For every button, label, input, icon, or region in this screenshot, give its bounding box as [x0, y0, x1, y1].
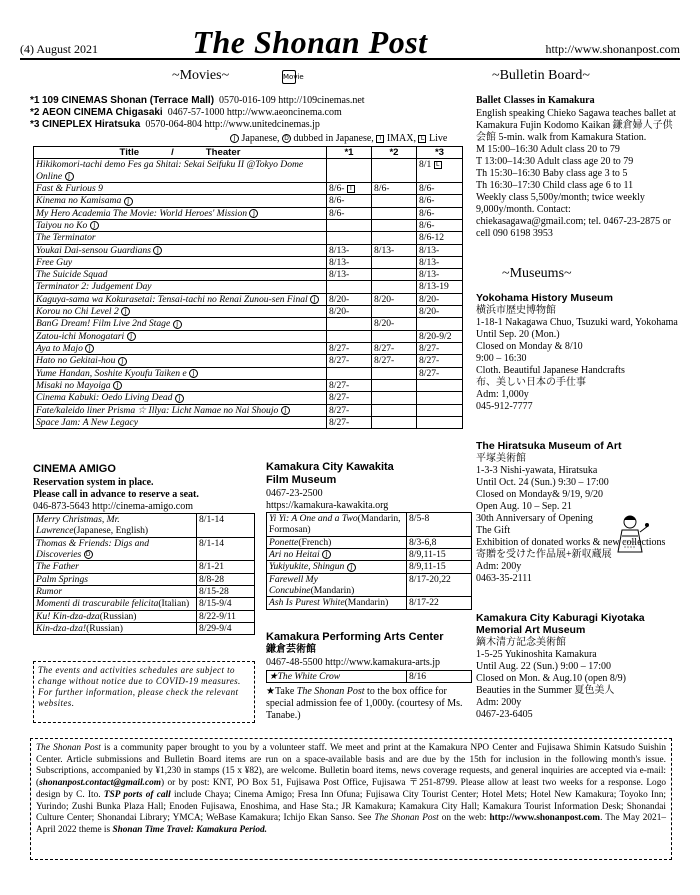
table-row — [34, 159, 463, 183]
kawakita-schedule-table — [266, 512, 472, 610]
imax-mark-icon: I — [376, 135, 384, 143]
kpac-japanese-name: 鎌倉芸術館 — [266, 644, 316, 655]
showing-dates — [417, 379, 463, 391]
japanese-mark-icon: J — [230, 134, 239, 143]
issue-date: (4) August 2021 — [20, 42, 98, 56]
masthead-rule — [20, 58, 680, 60]
table-row — [34, 207, 463, 219]
showing-dates: 8/27- — [372, 343, 417, 355]
film-title: Ku! Kin-dza-dza(Russian) — [34, 610, 197, 622]
japanese-mark-icon: J — [118, 357, 127, 366]
table-row — [267, 597, 472, 609]
film-dates: 8/9,11-15 — [407, 548, 472, 560]
ballet-heading: Ballet Classes in Kamakura — [476, 95, 595, 106]
showing-dates — [327, 367, 372, 379]
showing-dates — [372, 392, 417, 404]
japanese-mark-icon: J — [347, 563, 356, 572]
film-title: Zatou-ichi Monogatari J — [34, 330, 327, 342]
film-title: My Hero Academia The Movie: World Heroes' Mission J — [34, 207, 327, 219]
showing-dates: 8/13- — [417, 256, 463, 268]
legend: J Japanese, D dubbed in Japanese, I IMAX, L Live — [230, 133, 447, 145]
japanese-mark-icon: J — [113, 381, 122, 390]
showing-dates: 8/27- — [372, 355, 417, 367]
showing-dates — [327, 219, 372, 231]
showing-dates — [372, 269, 417, 281]
japanese-mark-icon: J — [65, 172, 74, 181]
showing-dates — [417, 318, 463, 330]
film-dates: 8/1-21 — [197, 561, 255, 573]
showing-dates: 8/13- — [327, 256, 372, 268]
japanese-mark-icon: J — [310, 295, 319, 304]
japanese-mark-icon: J — [121, 307, 130, 316]
theater-name: AEON CINEMA Chigasaki — [41, 107, 163, 118]
museums-section-title: ~Museums~ — [502, 266, 572, 281]
showing-dates: 8/20- — [372, 293, 417, 305]
showing-dates: 8/13- — [327, 244, 372, 256]
film-title: Kin-dza-dza!(Russian) — [34, 622, 197, 634]
column-header-109: *1 — [327, 147, 372, 159]
movies-section-title: ~Movies~ — [172, 68, 230, 83]
table-row — [34, 306, 463, 318]
film-title: Aya to Majo J — [34, 343, 327, 355]
column-header-title: Title / Theater — [34, 147, 327, 159]
amigo-call-note: Please call in advance to reserve a seat. — [33, 489, 199, 500]
film-title: Farewell My Concubine(Mandarin) — [267, 573, 407, 597]
japanese-mark-icon: J — [85, 344, 94, 353]
japanese-mark-icon: J — [322, 550, 331, 559]
kpac-schedule-table — [266, 670, 472, 683]
film-title: The Suicide Squad — [34, 269, 327, 281]
showing-dates: 8/27- — [327, 416, 372, 428]
showing-dates: 8/6- — [417, 195, 463, 207]
museum-details: 鏑木清方記念美術館 1-5-25 Yukinoshita Kamakura Until Aug. 22 (Sun.) 9:00 – 17:00 Closed on Mon. & Aug.10 (open 8/9) Beauties in the Summer 夏色美人 Adm: 200y 0467-23-6405 — [476, 637, 626, 720]
ballet-body: English speaking Chieko Sagawa teaches ballet at Kamakura Fujin Kodomo Kaikan 鎌倉婦人子供会館 5-min. walk from Kamakura Station. M 15:00–16:30 Adult class 20 to 79 T 13:00–14:30 Adult class age 20 to 79 Th 15:30–16:30 Baby class age 3 to 5 Th 16:30–17:30 Child class age 6 to 11 Weekly class 5,500y/month; twice weekly 9,000y/month. Contact: chiekasagawa@gmail.com; tel. 0467-23-2875 or cell 090 6198 3953 — [476, 108, 676, 239]
showing-dates: 8/27- — [327, 379, 372, 391]
masthead-title: The Shonan Post — [192, 24, 428, 60]
film-dates: 8/9,11-15 — [407, 561, 472, 573]
showing-dates: 8/13- — [327, 269, 372, 281]
showing-dates — [372, 159, 417, 183]
dubbed-mark-icon: D — [84, 550, 93, 559]
kawakita-heading: Kamakura City Kawakita — [266, 461, 394, 473]
movie-logo-icon: Movie — [282, 70, 296, 84]
showing-dates — [327, 232, 372, 244]
museum-name: The Hiratsuka Museum of Art — [476, 440, 622, 452]
table-row — [34, 561, 255, 573]
kpac-heading: Kamakura Performing Arts Center — [266, 631, 444, 643]
showing-dates — [372, 195, 417, 207]
movie-schedule-table — [33, 146, 463, 429]
showing-dates — [372, 207, 417, 219]
showing-dates: 8/27- — [327, 355, 372, 367]
showing-dates: 8/27- — [417, 343, 463, 355]
showing-dates: 8/6- — [417, 182, 463, 194]
showing-dates: 8/27- — [327, 392, 372, 404]
showing-dates: 8/20- — [327, 306, 372, 318]
amigo-heading: CINEMA AMIGO — [33, 463, 116, 475]
table-row — [34, 318, 463, 330]
film-title: Free Guy — [34, 256, 327, 268]
film-title: Ponette(French) — [267, 536, 407, 548]
showing-dates: 8/6- — [417, 219, 463, 231]
film-dates: 8/8-28 — [197, 573, 255, 585]
showing-dates — [372, 256, 417, 268]
film-title: Misaki no Mayoiga J — [34, 379, 327, 391]
table-row — [267, 671, 472, 683]
showing-dates: 8/1 L — [417, 159, 463, 183]
showing-dates — [372, 404, 417, 416]
film-title: ★The White Crow — [267, 671, 407, 683]
film-title: Rumor — [34, 585, 197, 597]
table-row — [267, 513, 472, 537]
japanese-mark-icon: J — [124, 197, 133, 206]
table-row — [34, 622, 255, 634]
live-mark-icon: L — [434, 161, 442, 169]
film-title: Hato no Gekitai-hou J — [34, 355, 327, 367]
film-dates: 8/17-20,22 — [407, 573, 472, 597]
film-title: Momenti di trascurabile felicita(Italian) — [34, 598, 197, 610]
showing-dates — [417, 404, 463, 416]
japanese-mark-icon: J — [189, 369, 198, 378]
showing-dates: 8/6- — [327, 207, 372, 219]
film-title: Kinema no Kamisama J — [34, 195, 327, 207]
amigo-contact[interactable]: 046-873-5643 http://cinema-amigo.com — [33, 501, 193, 512]
table-row — [34, 281, 463, 293]
showing-dates: 8/27- — [327, 404, 372, 416]
film-title: Terminator 2: Judgement Day — [34, 281, 327, 293]
showing-dates — [417, 416, 463, 428]
showing-dates — [372, 232, 417, 244]
showing-dates — [417, 392, 463, 404]
showing-dates: 8/20- — [417, 306, 463, 318]
showing-dates: 8/6- — [372, 182, 417, 194]
showing-dates: 8/20- — [372, 318, 417, 330]
masthead-url[interactable]: http://www.shonanpost.com — [545, 42, 680, 56]
table-row — [34, 379, 463, 391]
showing-dates — [327, 159, 372, 183]
theater-contact[interactable]: 0467-57-1000 http://www.aeoncinema.com — [167, 107, 342, 118]
museum-name: Kamakura City Kaburagi Kiyotaka Memorial Art Museum — [476, 612, 645, 637]
table-row — [267, 573, 472, 597]
showing-dates: 8/20-9/2 — [417, 330, 463, 342]
column-header-aeon: *2 — [372, 147, 417, 159]
japanese-mark-icon: J — [249, 209, 258, 218]
kpac-discount-note: ★Take The Shonan Post to the box office for special admission fee of 1,000y. (courtesy of Ms. Tanabe.) — [266, 686, 463, 721]
bulletin-board-title: ~Bulletin Board~ — [492, 68, 590, 83]
amigo-reservation-note: Reservation system in place. — [33, 477, 154, 488]
doll-illustration-icon — [612, 512, 650, 556]
showing-dates — [327, 281, 372, 293]
showing-dates: 8/20- — [327, 293, 372, 305]
film-title: Kaguya-sama wa Kokurasetai: Tensai-tachi no Renai Zunou-sen Final J — [34, 293, 327, 305]
film-dates: 8/16 — [407, 671, 472, 683]
table-row — [34, 195, 463, 207]
theater-name: 109 CINEMAS Shonan (Terrace Mall) — [41, 95, 215, 106]
table-row — [34, 537, 255, 561]
showing-dates: 8/13-19 — [417, 281, 463, 293]
table-row — [34, 514, 255, 538]
showing-dates: 8/6- — [417, 207, 463, 219]
museum-name: Yokohama History Museum — [476, 292, 613, 304]
film-dates: 8/22-9/11 — [197, 610, 255, 622]
film-title: Palm Springs — [34, 573, 197, 585]
film-title: Fate/kaleido liner Prisma ☆ Illya: Licht Namae no Nai Shoujo J — [34, 404, 327, 416]
table-row — [34, 367, 463, 379]
covid-notice: The events and activities schedules are subject to change without notice due to COVID-19 measures. For further information, please check the relevant websites. — [33, 661, 255, 723]
film-title: BanG Dream! Film Live 2nd Stage J — [34, 318, 327, 330]
table-row — [34, 256, 463, 268]
showing-dates: 8/27- — [327, 343, 372, 355]
table-row — [34, 355, 463, 367]
table-row — [34, 244, 463, 256]
table-row — [34, 219, 463, 231]
showing-dates: 8/13- — [417, 244, 463, 256]
film-title: Thomas & Friends: Digs and Discoveries D — [34, 537, 197, 561]
theater-item: *1 109 CINEMAS Shonan (Terrace Mall) 0570-016-109 http://109cinemas.net — [30, 95, 365, 106]
theater-item: *3 CINEPLEX Hiratsuka 0570-064-804 http://www.unitedcinemas.jp — [30, 119, 320, 130]
film-title: Ash Is Purest White(Mandarin) — [267, 597, 407, 609]
film-dates: 8/29-9/4 — [197, 622, 255, 634]
showing-dates: 8/27- — [417, 355, 463, 367]
film-title: Taiyou no Ko J — [34, 219, 327, 231]
showing-dates: 8/6- I — [327, 182, 372, 194]
theater-contact[interactable]: 0570-064-804 http://www.unitedcinemas.jp — [145, 119, 320, 130]
japanese-mark-icon: J — [127, 332, 136, 341]
footer-info-box: The Shonan Post is a community paper brought to you by a volunteer staff. We meet and print at the Kamakura NPO Center and Fujisawa Shimin Katsudo Suishin Center. Article submissions and Bulletin Board items are run on a space-available basis and are due by the 15th for inclusion in the following month's issue. Subscriptions, accompanied by ¥1,230 in stamps (15 x ¥82), are welcome. Bulletin board items, news coverage requests, and general inquiries are accepted via e-mail: (shonanpost.contact@gmail.com) or by post: KNT, PO Box 51, Fujisawa Post Office, Fujisawa 〒251-8799. Please allow at least two weeks for a response. Logo design by C. Ito. TSP ports of call include Chaya; Cinema Amigo; Fresa Inn Ofuna; Fujisawa City Tourist Center; Hotel Mets; Hotel New Kamakura; Toyoko Inn; Yurindo; Zushi Bunka Plaza Hall; Enoden Fujisawa, Enoshima, and Hase Sta.; JR Kamakura; Kamakura City Hall; Kamakura Tourist Information Desk; Shonandai Culture Center; Shonandai Library; YMCA; WeBase Kamakura; Ichijo Ekan Sanso. See The Shonan Post on the web: http://www.shonanpost.com. The May 2021–April 2022 theme is Shonan Time Travel: Kamakura Period. — [30, 738, 672, 860]
museum-details: 横浜市歴史博物館 1-18-1 Nakagawa Chuo, Tsuzuki ward, Yokohama Until Sep. 20 (Mon.) Closed on Monday & 8/10 9:00 – 16:30 Cloth. Beautiful Japanese Handcrafts 布、美しい日本の手仕事 Adm: 1,000y 045-912-7777 — [476, 305, 678, 412]
japanese-mark-icon: J — [281, 406, 290, 415]
table-header-row — [34, 147, 463, 159]
japanese-mark-icon: J — [173, 320, 182, 329]
theater-contact[interactable]: 0570-016-109 http://109cinemas.net — [219, 95, 365, 106]
film-title: The Father — [34, 561, 197, 573]
table-row — [267, 536, 472, 548]
table-row — [34, 343, 463, 355]
showing-dates — [372, 306, 417, 318]
showing-dates: 8/20- — [417, 293, 463, 305]
showing-dates — [372, 367, 417, 379]
film-title: Youkai Dai-sensou Guardians J — [34, 244, 327, 256]
film-title: Ari no Heitai J — [267, 548, 407, 560]
table-row — [34, 293, 463, 305]
live-mark-icon: L — [418, 135, 426, 143]
showing-dates — [327, 318, 372, 330]
film-title: Hikikomori-tachi demo Fes ga Shitai: Sekai Seifuku II @Tokyo Dome Online J — [34, 159, 327, 183]
showing-dates: 8/13- — [417, 269, 463, 281]
film-title: Fast & Furious 9 — [34, 182, 327, 194]
japanese-mark-icon: J — [175, 394, 184, 403]
table-row — [34, 598, 255, 610]
table-row — [267, 561, 472, 573]
film-dates: 8/15-9/4 — [197, 598, 255, 610]
showing-dates: 8/27- — [417, 367, 463, 379]
theater-name: CINEPLEX Hiratsuka — [41, 119, 141, 130]
table-row — [34, 330, 463, 342]
theater-item: *2 AEON CINEMA Chigasaki 0467-57-1000 http://www.aeoncinema.com — [30, 107, 342, 118]
film-dates: 8/1-14 — [197, 537, 255, 561]
japanese-mark-icon: J — [90, 221, 99, 230]
kawakita-url[interactable]: https://kamakura-kawakita.org — [266, 500, 389, 511]
showing-dates — [372, 379, 417, 391]
table-row — [267, 548, 472, 560]
film-title: Cinema Kabuki: Oedo Living Dead J — [34, 392, 327, 404]
film-dates: 8/5-8 — [407, 513, 472, 537]
theater-list — [30, 95, 475, 131]
kpac-contact[interactable]: 0467-48-5500 http://www.kamakura-arts.jp — [266, 657, 441, 668]
table-row — [34, 269, 463, 281]
film-title: Yume Handan, Soshite Kyoufu Taiken e J — [34, 367, 327, 379]
table-row — [34, 585, 255, 597]
contact-email[interactable]: shonanpost.contact@gmail.com — [39, 778, 162, 789]
imax-mark-icon: I — [347, 185, 355, 193]
film-dates: 8/17-22 — [407, 597, 472, 609]
film-title: Yukiyukite, Shingun J — [267, 561, 407, 573]
museum-details: 平塚美術館 1-3-3 Nishi-yawata, Hiratsuka Until Oct. 24 (Sun.) 9:30 – 17:00 Closed on Monday& 9/19, 9/20 Open Aug. 10 – Sep. 21 30th Anniversary of Opening The Gift Exhibition of donated works & new collections 寄贈を受けた作品展+新収蔵展 Adm: 200y 0463-35-2111 — [476, 453, 666, 584]
kawakita-subheading: Film Museum — [266, 474, 337, 486]
amigo-schedule-table — [33, 513, 255, 635]
column-header-cineplex: *3 — [417, 147, 463, 159]
showing-dates: 8/6- — [327, 195, 372, 207]
showing-dates — [372, 416, 417, 428]
showing-dates: 8/6-12 — [417, 232, 463, 244]
japanese-mark-icon: J — [153, 246, 162, 255]
table-row — [34, 404, 463, 416]
table-row — [34, 392, 463, 404]
film-title: Yi Yi: A One and a Two(Mandarin, Formosan) — [267, 513, 407, 537]
table-row — [34, 416, 463, 428]
film-title: Merry Christmas, Mr. Lawrence(Japanese, English) — [34, 514, 197, 538]
showing-dates: 8/13- — [372, 244, 417, 256]
film-title: Korou no Chi Level 2 J — [34, 306, 327, 318]
film-dates: 8/3-6,8 — [407, 536, 472, 548]
showing-dates — [372, 281, 417, 293]
dubbed-mark-icon: D — [282, 134, 291, 143]
footer-web-link[interactable]: http://www.shonanpost.com — [489, 813, 601, 824]
showing-dates — [372, 219, 417, 231]
showing-dates — [327, 330, 372, 342]
table-row — [34, 232, 463, 244]
film-title: The Terminator — [34, 232, 327, 244]
table-row — [34, 573, 255, 585]
film-title: Space Jam: A New Legacy — [34, 416, 327, 428]
film-dates: 8/15-28 — [197, 585, 255, 597]
film-dates: 8/1-14 — [197, 514, 255, 538]
table-row — [34, 182, 463, 194]
table-row — [34, 610, 255, 622]
kawakita-phone: 0467-23-2500 — [266, 488, 323, 499]
showing-dates — [372, 330, 417, 342]
